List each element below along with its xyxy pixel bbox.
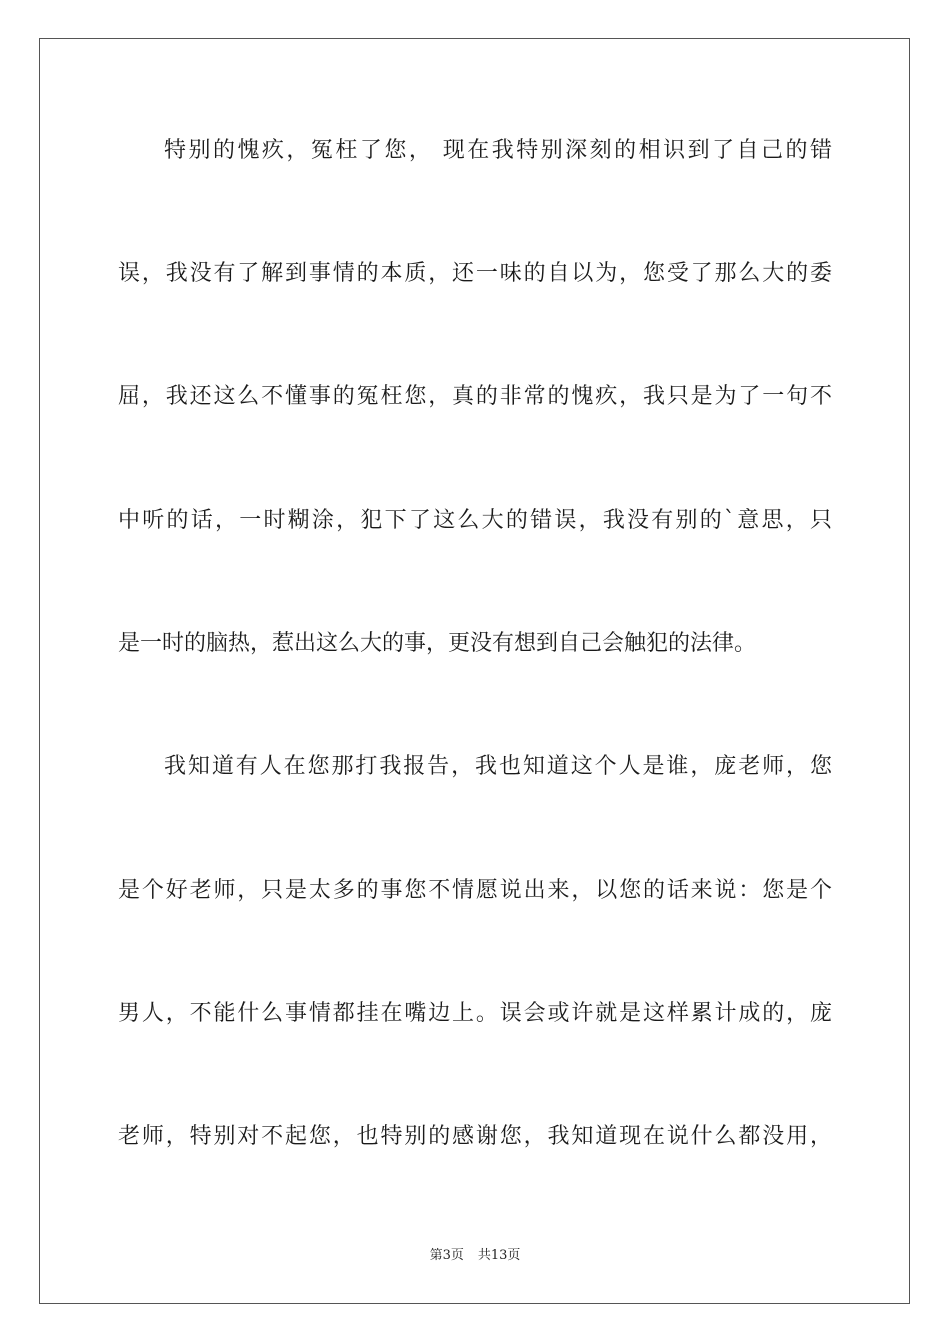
paragraph-line: 是一时的脑热，惹出这么大的事，更没有想到自己会触犯的法律。 (118, 631, 757, 656)
paragraph-line: 是个好老师，只是太多的事您不情愿说出来，以您的话来说：您是个 (118, 878, 832, 903)
paragraph-line: 误，我没有了解到事情的本质，还一味的自以为，您受了那么大的委 (118, 261, 832, 286)
page-total: 共13页 (477, 1248, 521, 1263)
paragraph-line: 屈，我还这么不懂事的冤枉您，真的非常的愧疚，我只是为了一句不 (118, 384, 832, 409)
paragraph-line: 男人，不能什么事情都挂在嘴边上。误会或许就是这样累计成的，庞 (118, 1001, 832, 1026)
page-footer (0, 1247, 950, 1265)
paragraph-line: 老师，特别对不起您，也特别的感谢您，我知道现在说什么都没用， (118, 1124, 832, 1149)
page-border (39, 38, 910, 1304)
paragraph-line: 特别的愧疚，冤枉了您， 现在我特别深刻的相识到了自己的错 (164, 138, 832, 163)
paragraph-line: 我知道有人在您那打我报告，我也知道这个人是谁，庞老师，您 (164, 754, 832, 779)
paragraph-line: 中听的话，一时糊涂，犯下了这么大的错误，我没有别的`意思，只 (118, 508, 832, 533)
page-number: 第3页 (429, 1248, 464, 1263)
